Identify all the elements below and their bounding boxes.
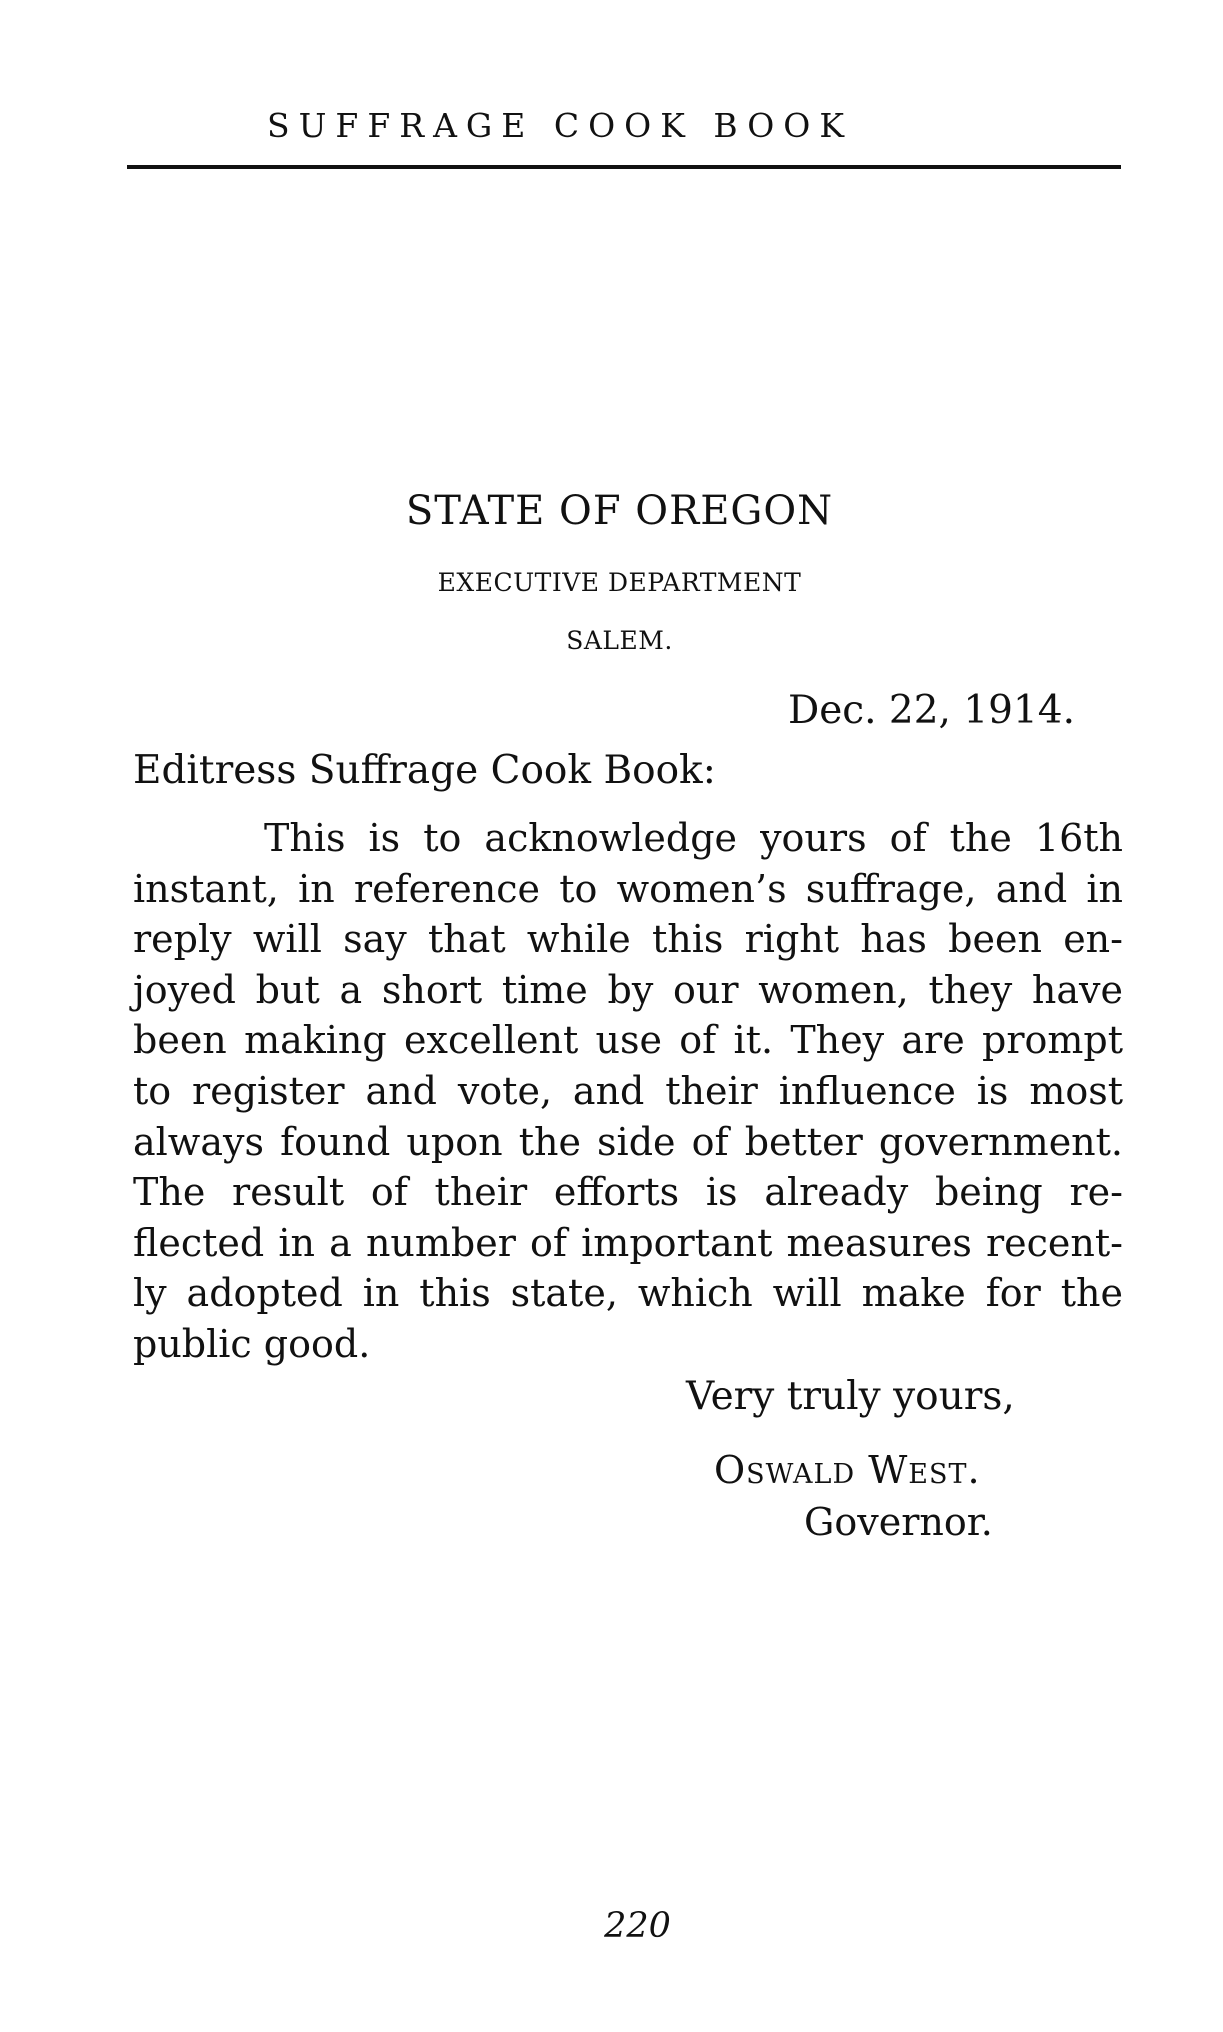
signature-title: Governor. (804, 1500, 993, 1544)
letter-body: This is to acknowledge yours of the 16th instant, in reference to women’s suffrage, and in reply will say that while this right has been enjoyed but a short time by our women, they have been making excellent use of it. They are prompt to register and vote, and their influence is most always found upon the side of better government. The result of their efforts is already being reflected in a number of important measures recently adopted in this state, which will make for the public good. (133, 816, 1123, 1366)
letterhead-department: EXECUTIVE DEPARTMENT (437, 568, 802, 597)
letterhead-city: SALEM. (566, 626, 673, 655)
signature-name: Oswald West. (714, 1448, 981, 1492)
running-head: SUFFRAGE COOK BOOK (267, 106, 853, 145)
letter-date: Dec. 22, 1914. (787, 688, 1075, 733)
page-number: 220 (604, 1906, 671, 1946)
header-rule (127, 165, 1121, 169)
letter-closing: Very truly yours, (686, 1374, 1015, 1419)
letter-salutation: Editress Suffrage Cook Book: (133, 748, 716, 793)
letterhead-state: STATE OF OREGON (405, 488, 834, 534)
